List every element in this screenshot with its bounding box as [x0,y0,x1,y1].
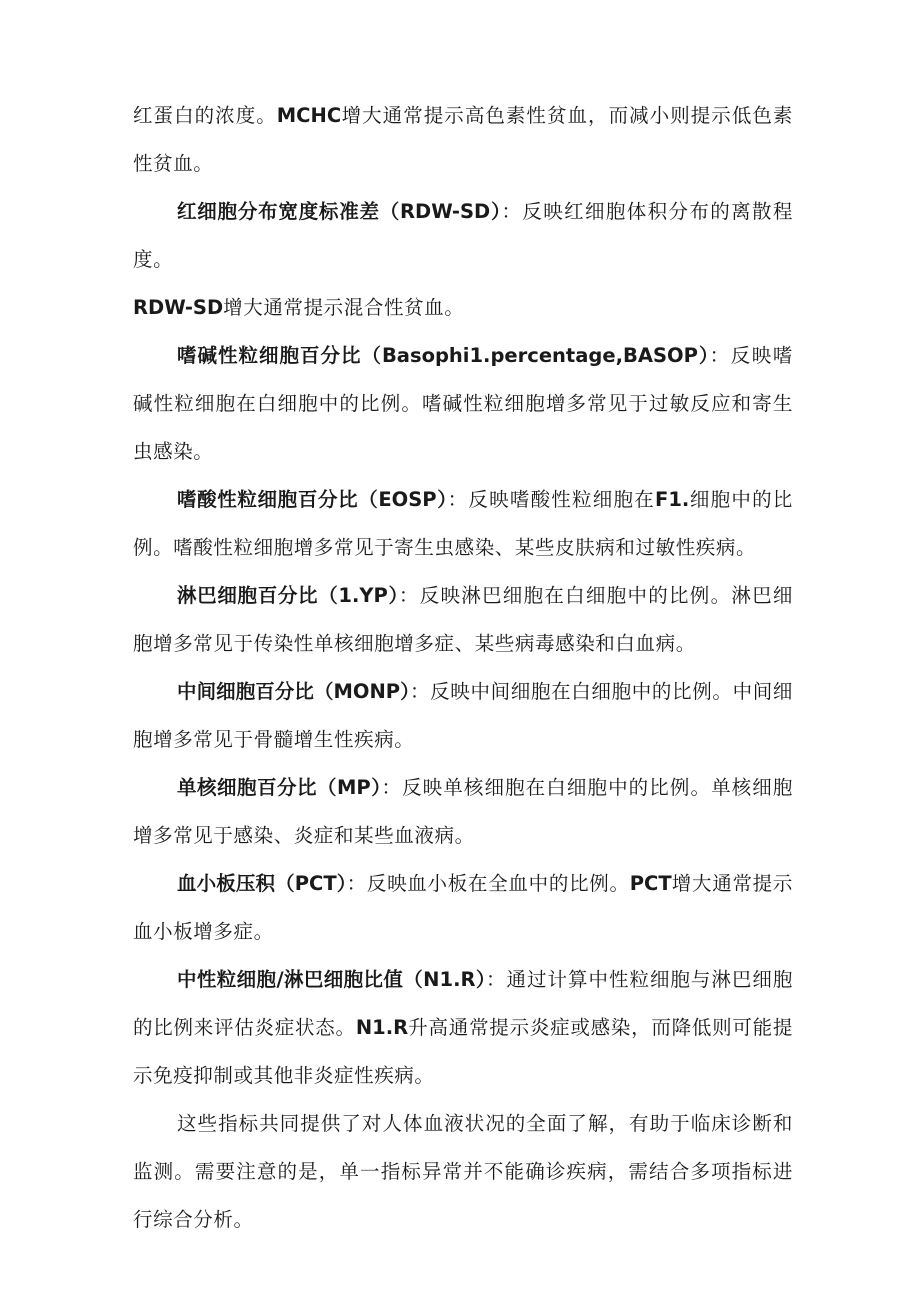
paragraph-text: 细胞中的比例。嗜酸性粒细胞增多常见于寄生虫感染、某些皮肤病和过敏性疾病。 [133,488,793,559]
paragraph-text: ：反映嗜碱性粒细胞在白细胞中的比例。嗜碱性粒细胞增多常见于过敏反应和寄生虫感染。 [133,344,793,463]
paragraph-summary [133,1100,793,1244]
paragraph-rdw-sd [133,188,793,284]
paragraph-text: ：反映中间细胞在白细胞中的比例。中间细胞增多常见于骨髓增生性疾病。 [133,680,793,751]
term-heading: 血小板压积（PCT） [177,872,347,895]
paragraph-text: ：反映红细胞体积分布的离散程度。 [133,200,793,271]
term-heading: 红细胞分布宽度标准差（RDW-SD） [177,200,502,223]
document-body [133,92,793,1244]
paragraph-text: ：反映单核细胞在白细胞中的比例。单核细胞增多常见于感染、炎症和某些血液病。 [133,776,793,847]
term-heading: 中性粒细胞/淋巴细胞比值（N1.R） [177,968,487,991]
paragraph-mp [133,764,793,860]
term-heading: 中间细胞百分比（MONP） [177,680,410,703]
abbreviation: MCHC [276,104,342,127]
paragraph-rdw-sd-note [133,284,793,332]
paragraph-basop [133,332,793,476]
abbreviation: RDW-SD [133,296,224,319]
paragraph-text: 升高通常提示炎症或感染，而降低则可能提示免疫抑制或其他非炎症性疾病。 [133,1016,793,1087]
paragraph-text: 红蛋白的浓度。 [133,104,277,127]
paragraph-text: ：反映嗜酸性粒细胞在 [447,488,655,511]
abbreviation: N1.R [355,1016,409,1039]
paragraph-text: 这些指标共同提供了对人体血液状况的全面了解，有助于临床诊断和监测。需要注意的是，单一指标异常并不能确诊疾病，需结合多项指标进行综合分析。 [133,1112,793,1231]
paragraph-monp [133,668,793,764]
abbreviation: PCT [629,872,672,895]
term-heading: 嗜酸性粒细胞百分比（EOSP） [177,488,448,511]
term-heading: 单核细胞百分比（MP） [177,776,382,799]
paragraph-eosp [133,476,793,572]
paragraph-lyp [133,572,793,668]
abbreviation: F1. [655,488,690,511]
paragraph-text: ：反映血小板在全血中的比例。 [346,872,630,895]
term-heading: 淋巴细胞百分比（1.YP） [177,584,399,607]
term-heading: 嗜碱性粒细胞百分比（Basophi1.percentage,BASOP） [177,344,710,367]
paragraph-nlr [133,956,793,1100]
paragraph-pct [133,860,793,956]
paragraph-text: 增大通常提示高色素性贫血，而减小则提示低色素性贫血。 [133,104,794,175]
paragraph-mchc [133,92,793,188]
paragraph-text: 增大通常提示血小板增多症。 [133,872,794,943]
paragraph-text: 增大通常提示混合性贫血。 [223,296,465,319]
paragraph-text: ：反映淋巴细胞在白细胞中的比例。淋巴细胞增多常见于传染性单核细胞增多症、某些病毒感染和白血病。 [133,584,794,655]
paragraph-text: ：通过计算中性粒细胞与淋巴细胞的比例来评估炎症状态。 [133,968,793,1039]
